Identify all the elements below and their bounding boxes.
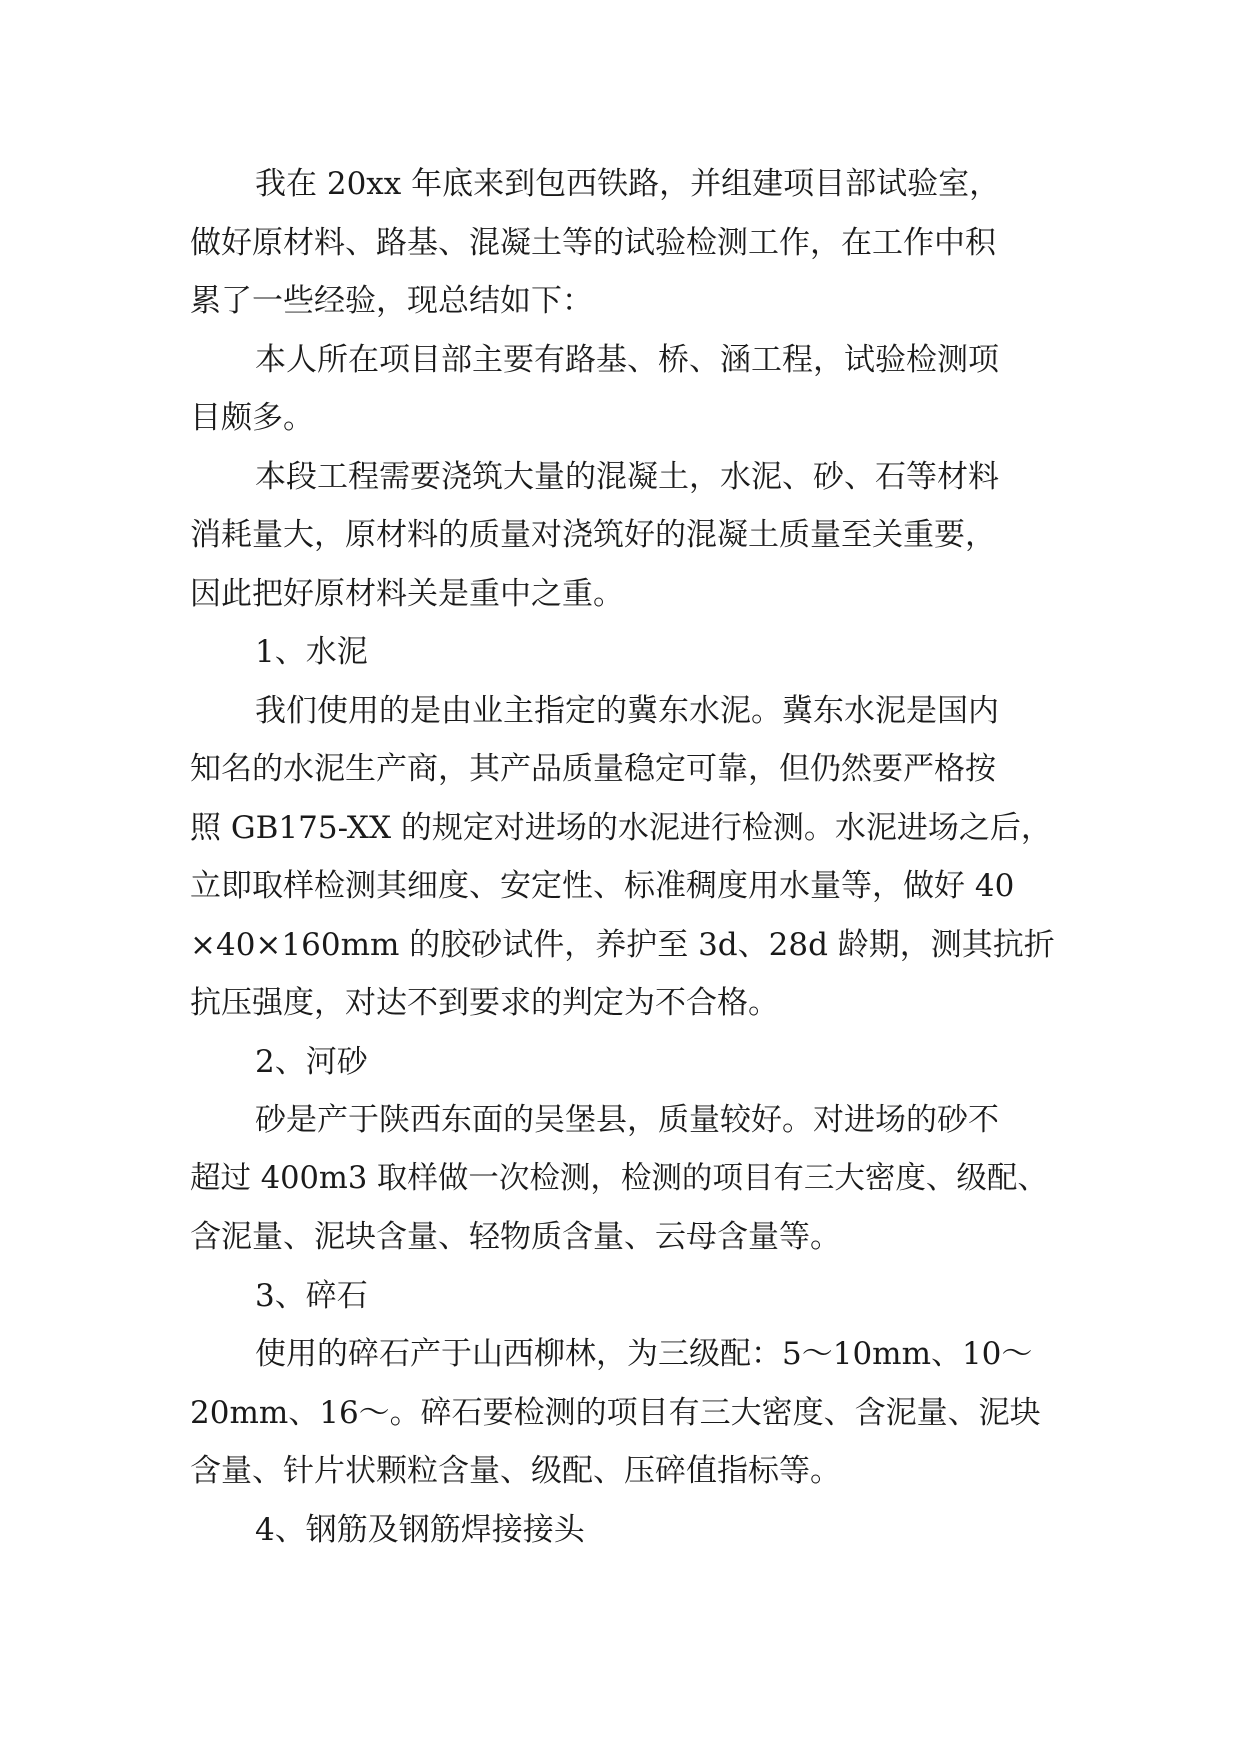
paragraph <box>190 682 1060 1033</box>
paragraph <box>190 448 1060 624</box>
text-line: 因此把好原材料关是重中之重。 <box>190 575 624 612</box>
paragraph <box>190 1325 1060 1501</box>
text-line: 超过 400m3 取样做一次检测，检测的项目有三大密度、级配、 <box>190 1160 1048 1196</box>
text-line: 我们使用的是由业主指定的冀东水泥。冀东水泥是国内 <box>255 692 999 729</box>
text-line: 含量、针片状颗粒含量、级配、压碎值指标等。 <box>190 1453 841 1489</box>
text-line: 使用的碎石产于山西柳林，为三级配：5～10mm、10～ <box>255 1336 1033 1372</box>
section-heading: 1、水泥 <box>255 634 368 670</box>
text-line: 含泥量、泥块含量、轻物质含量、云母含量等。 <box>190 1219 841 1255</box>
text-line: 消耗量大，原材料的质量对浇筑好的混凝土质量至关重要， <box>190 517 996 553</box>
text-line: 抗压强度，对达不到要求的判定为不合格。 <box>190 985 779 1021</box>
text-line: 立即取样检测其细度、安定性、标准稠度用水量等，做好 40 <box>190 868 1015 904</box>
paragraph <box>190 331 1060 448</box>
section-heading: 2、河砂 <box>255 1043 368 1080</box>
document-body <box>190 155 1060 1559</box>
text-line: 本人所在项目部主要有路基、桥、涵工程，试验检测项 <box>255 341 999 378</box>
text-line: 累了一些经验，现总结如下： <box>190 283 593 319</box>
section-heading: 3、碎石 <box>255 1277 368 1314</box>
text-line: 本段工程需要浇筑大量的混凝土，水泥、砂、石等材料 <box>255 458 999 495</box>
text-line: 20mm、16～。碎石要检测的项目有三大密度、含泥量、泥块 <box>190 1394 1041 1431</box>
paragraph <box>190 155 1060 331</box>
text-line: 目颇多。 <box>190 400 314 436</box>
section-heading: 4、钢筋及钢筋焊接接头 <box>255 1511 585 1548</box>
text-line: 做好原材料、路基、混凝土等的试验检测工作，在工作中积 <box>190 224 996 261</box>
text-line: 照 GB175-XX 的规定对进场的水泥进行检测。水泥进场之后， <box>190 809 1052 846</box>
text-line: ×40×160mm 的胶砂试件，养护至 3d、28d 龄期，测其抗折 <box>190 926 1055 963</box>
text-line: 知名的水泥生产商，其产品质量稳定可靠，但仍然要严格按 <box>190 751 996 787</box>
text-line: 砂是产于陕西东面的吴堡县，质量较好。对进场的砂不 <box>255 1102 999 1138</box>
paragraph <box>190 1091 1060 1267</box>
text-line: 我在 20xx 年底来到包西铁路，并组建项目部试验室， <box>255 166 1001 202</box>
